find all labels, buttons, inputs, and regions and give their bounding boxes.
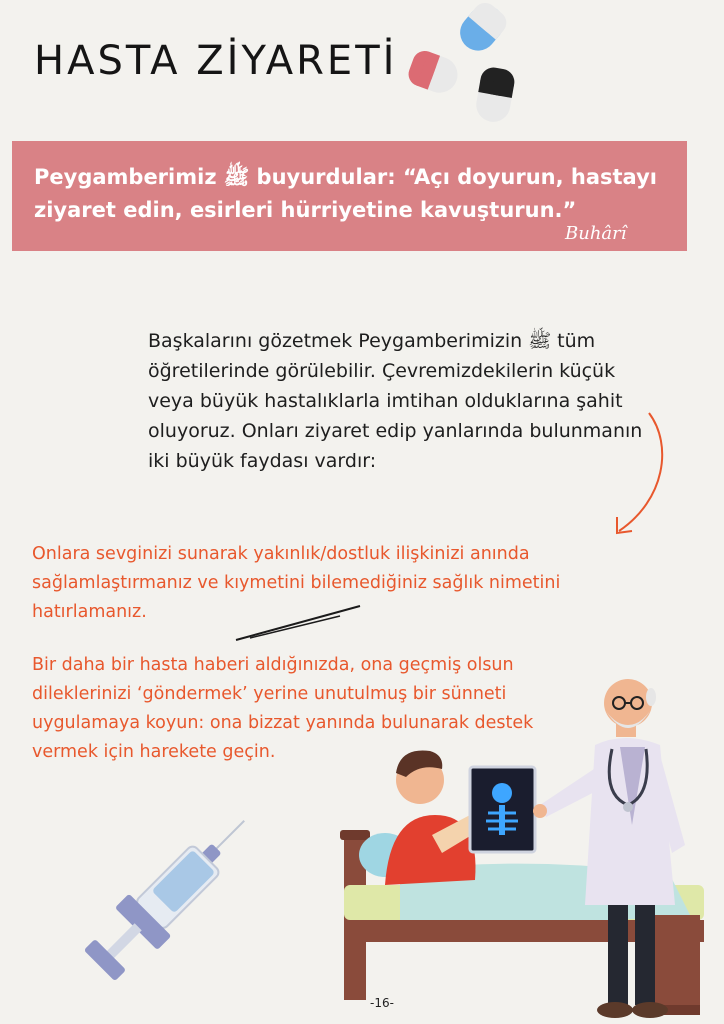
syringe-icon (60, 795, 280, 995)
doctor-patient-illustration (340, 665, 724, 1024)
quote-source: Buhârî (565, 223, 627, 244)
intro-paragraph: Başkalarını gözetmek Peygamberimizin ﷺ tüm öğretilerinde görülebilir. Çevremizdekilerin küçük veya büyük hastalıklarla imtihan olduklarına şahit oluyoruz. Onları ziyaret edip yanlarında bulunmanın iki büyük faydası vardır: (148, 330, 643, 472)
page-number: -16- (370, 996, 394, 1010)
curved-arrow-icon (605, 405, 675, 540)
scribble-lines (230, 600, 370, 645)
benefit-paragraph-2: Bir daha bir hasta haberi aldığınızda, ona geçmiş olsun dileklerinizi ‘göndermek’ yerine unutulmuş bir sünneti uygulamaya koyun: ona bizzat yanında bulunarak destek vermek için harekete geçin. (32, 655, 534, 762)
benefit-paragraph-1: Onlara sevginizi sunarak yakınlık/dostluk ilişkinizi anında sağlamlaştırmanız ve kıymetini bilemediğiniz sağlık nimetini hatırlamanız. (32, 544, 561, 622)
page-title: HASTA ZİYARETİ (34, 38, 398, 84)
pills-icon (400, 0, 520, 130)
quote-box (12, 141, 687, 251)
quote-text: Peygamberimiz ﷺ buyurdular: “Açı doyurun, hastayı ziyaret edin, esirleri hürriyetine kavuşturun.” (34, 165, 657, 222)
